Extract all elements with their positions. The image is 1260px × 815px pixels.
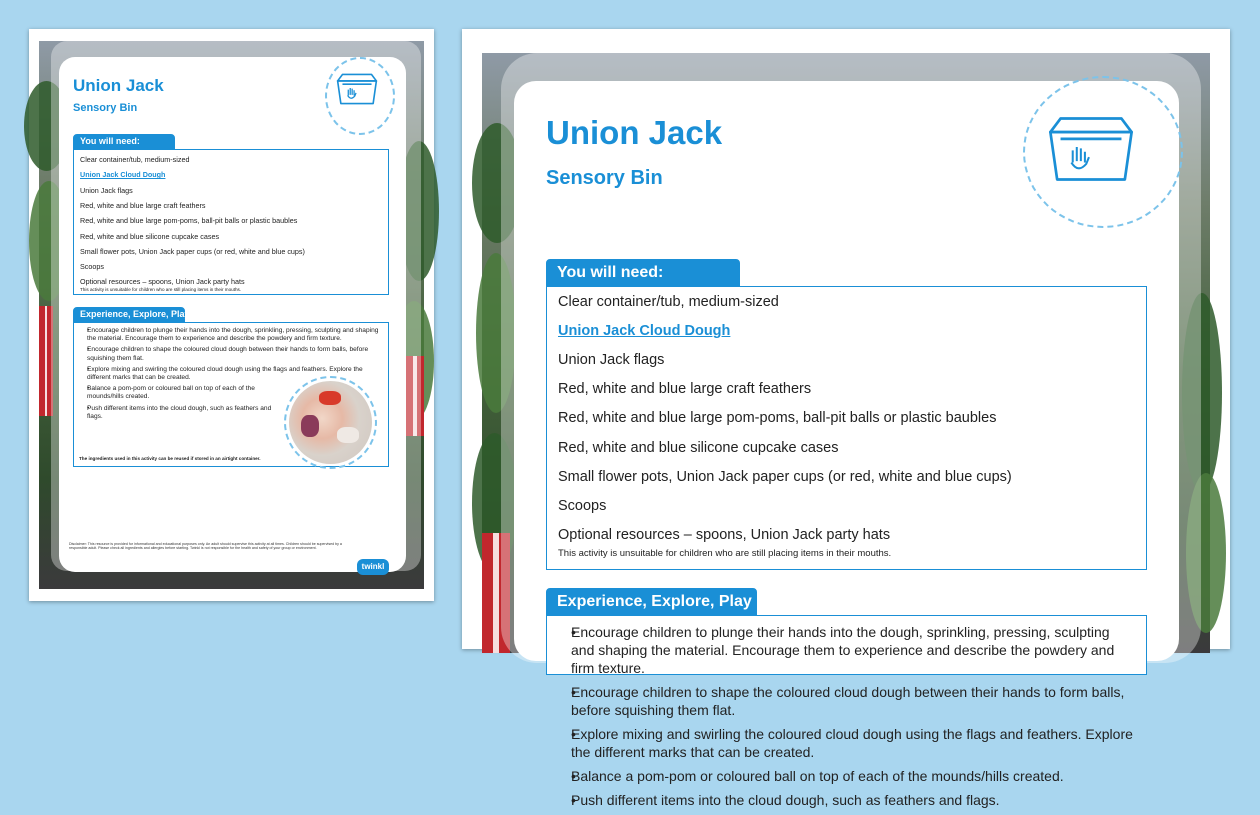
needs-item: Scoops: [558, 497, 607, 514]
needs-item: Red, white and blue silicone cupcake cases: [80, 231, 220, 241]
experience-tab: Experience, Explore, Play: [73, 307, 185, 322]
experience-bullet: • Encourage children to shape the coloured cloud dough between their hands to form balls, before squishing them flat.: [78, 346, 383, 362]
needs-item: Clear container/tub, medium-sized: [80, 155, 190, 164]
needs-item: Small flower pots, Union Jack paper cups (or red, white and blue cups): [558, 468, 1012, 485]
experience-bullet: • Balance a pom-pom or coloured ball on top of each of the mounds/hills created.: [78, 385, 282, 401]
activity-photo: [289, 381, 372, 464]
experience-bullet: • Push different items into the cloud dough, such as feathers and flags.: [555, 791, 1135, 809]
needs-note: This activity is unsuitable for children who are still placing items in their mouths.: [80, 287, 242, 293]
needs-list: [80, 150, 380, 294]
needs-list: [558, 287, 1143, 569]
needs-item: Red, white and blue silicone cupcake cases: [558, 439, 839, 456]
experience-bullet: • Encourage children to plunge their hands into the dough, sprinkling, pressing, sculpting and shaping the material. Encourage them to experience and describe the powdery and firm texture.: [555, 623, 1135, 677]
you-will-need-box: [546, 286, 1147, 570]
needs-item: Clear container/tub, medium-sized: [558, 294, 779, 310]
hand-print-icon: [348, 88, 356, 98]
zoomed-page[interactable]: [462, 29, 1230, 808]
needs-item: Small flower pots, Union Jack paper cups (or red, white and blue cups): [80, 246, 305, 256]
needs-item: Optional resources – spoons, Union Jack party hats: [558, 526, 891, 543]
storage-box-icon: [1047, 109, 1135, 189]
experience-note: The ingredients used in this activity can be reused if stored in an airtight container.: [79, 456, 261, 461]
you-will-need-box: [73, 149, 389, 295]
needs-item: Union Jack flags: [80, 185, 133, 195]
needs-note: This activity is unsuitable for children who are still placing items in their mouths.: [558, 547, 892, 559]
needs-item: Scoops: [80, 262, 104, 272]
experience-box: [546, 615, 1147, 808]
disclaimer: Disclaimer: This resource is provided for informational and educational purposes only. An adult should supervise this activity at all times. Children should be supervised by a responsible adult. Please check all ingredients and allergies before starting. Twinkl is not responsible for the health and safety of your group or environment.: [69, 542, 342, 551]
experience-bullet: • Push different items into the cloud dough, such as feathers and flags.: [78, 405, 282, 421]
experience-bullet: • Explore mixing and swirling the coloured cloud dough using the flags and feathers. Explore the different marks that can be created.: [555, 725, 1135, 761]
needs-item-link[interactable]: Union Jack Cloud Dough: [558, 323, 731, 340]
needs-item: Red, white and blue large craft feathers: [558, 381, 812, 398]
needs-item-link[interactable]: Union Jack Cloud Dough: [80, 170, 166, 180]
you-will-need-tab: You will need:: [546, 259, 740, 287]
needs-item: Optional resources – spoons, Union Jack party hats: [80, 277, 245, 287]
thumbnail-page[interactable]: [29, 29, 434, 601]
needs-item: Red, white and blue large pom-poms, ball-pit balls or plastic baubles: [558, 410, 997, 427]
activity-card: [59, 57, 406, 572]
page-subtitle: Sensory Bin: [546, 167, 663, 189]
experience-list: [555, 623, 1135, 815]
needs-item: Red, white and blue large craft feathers: [80, 200, 206, 210]
storage-box-icon: [336, 71, 378, 107]
page-subtitle: Sensory Bin: [73, 102, 138, 114]
page-title: Union Jack: [73, 76, 164, 95]
hand-print-icon: [1071, 147, 1089, 168]
page-title: Union Jack: [546, 114, 723, 151]
experience-bullet: • Balance a pom-pom or coloured ball on top of each of the mounds/hills created.: [555, 767, 1135, 785]
experience-bullet: • Encourage children to shape the coloured cloud dough between their hands to form balls, before squishing them flat.: [555, 683, 1135, 719]
activity-card: [514, 81, 1179, 808]
experience-box: [73, 322, 389, 467]
needs-item: Union Jack flags: [558, 352, 665, 369]
experience-bullet: • Encourage children to plunge their hands into the dough, sprinkling, pressing, sculpting and shaping the material. Encourage them to experience and describe the powdery and firm texture.: [78, 327, 383, 343]
you-will-need-tab: You will need:: [73, 134, 175, 149]
twinkl-logo: twinkl: [357, 559, 389, 575]
experience-bullet: • Explore mixing and swirling the coloured cloud dough using the flags and feathers. Explore the different marks that can be created.: [78, 366, 383, 382]
experience-tab: Experience, Explore, Play: [546, 588, 757, 616]
needs-item: Red, white and blue large pom-poms, ball-pit balls or plastic baubles: [80, 216, 298, 226]
